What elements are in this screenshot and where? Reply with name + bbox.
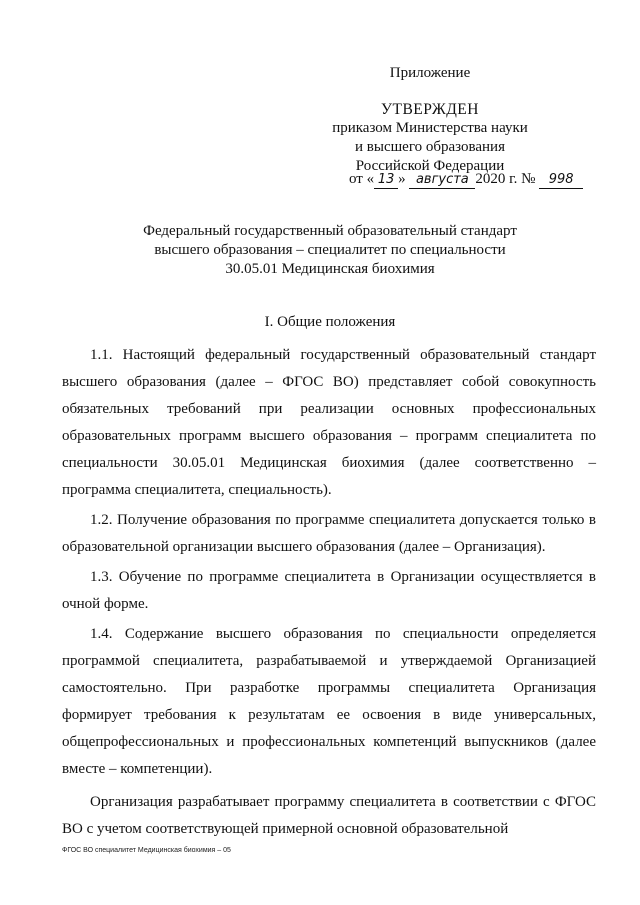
title-line-3: 30.05.01 Медицинская биохимия	[225, 261, 435, 277]
order-date-line	[349, 170, 609, 189]
title-line-1: Федеральный государственный образовательный стандарт	[143, 223, 517, 239]
order-number-handwritten: 998	[539, 172, 583, 189]
date-year: 2020 г. №	[475, 171, 536, 187]
order-line-1: приказом Министерства науки	[332, 120, 528, 136]
paragraph-1-1: 1.1. Настоящий федеральный государственный образовательный стандарт высшего образования (далее – ФГОС ВО) представляет собой совокупность обязательных требований при реализации основных профессиональных образовательных программ высшего образования – программ специалитета по специальности 30.05.01 Медицинская биохимия (далее соответственно – программа специалитета, специальность).	[62, 347, 596, 498]
approval-block	[320, 100, 540, 176]
order-line-2: и высшего образования	[355, 139, 505, 155]
section-body	[62, 342, 596, 846]
appendix-label: Приложение	[389, 65, 471, 81]
date-month-handwritten: августа	[409, 172, 475, 189]
paragraph-1-2: 1.2. Получение образования по программе специалитета допускается только в образовательной организации высшего образования (далее – Организация).	[62, 512, 596, 555]
page-footer: ФГОС ВО специалитет Медицинская биохимия – 05	[62, 847, 231, 854]
date-separator: »	[398, 171, 406, 187]
section-heading: I. Общие положения	[264, 314, 396, 330]
paragraph-1-3: 1.3. Обучение по программе специалитета в Организации осуществляется в очной форме.	[62, 569, 596, 612]
date-prefix: от «	[349, 171, 375, 187]
paragraph-organization: Организация разрабатывает программу специалитета в соответствии с ФГОС ВО с учетом соответствующей примерной основной образовательной	[62, 794, 596, 837]
order-line-3: Российской Федерации	[355, 158, 505, 174]
approved-stamp-text: УТВЕРЖДЕН	[381, 101, 479, 118]
document-title	[80, 222, 580, 279]
title-line-2: высшего образования – специалитет по специальности	[154, 242, 506, 258]
date-day-handwritten: 13	[374, 172, 398, 189]
paragraph-1-4: 1.4. Содержание высшего образования по специальности определяется программой специалитета, разрабатываемой и утверждаемой Организацией самостоятельно. При разработке программы специалитета Организация формирует требования к результатам ее освоения в виде универсальных, общепрофессиональных и профессиональных компетенций выпускников (далее вместе – компетенции).	[62, 626, 596, 777]
